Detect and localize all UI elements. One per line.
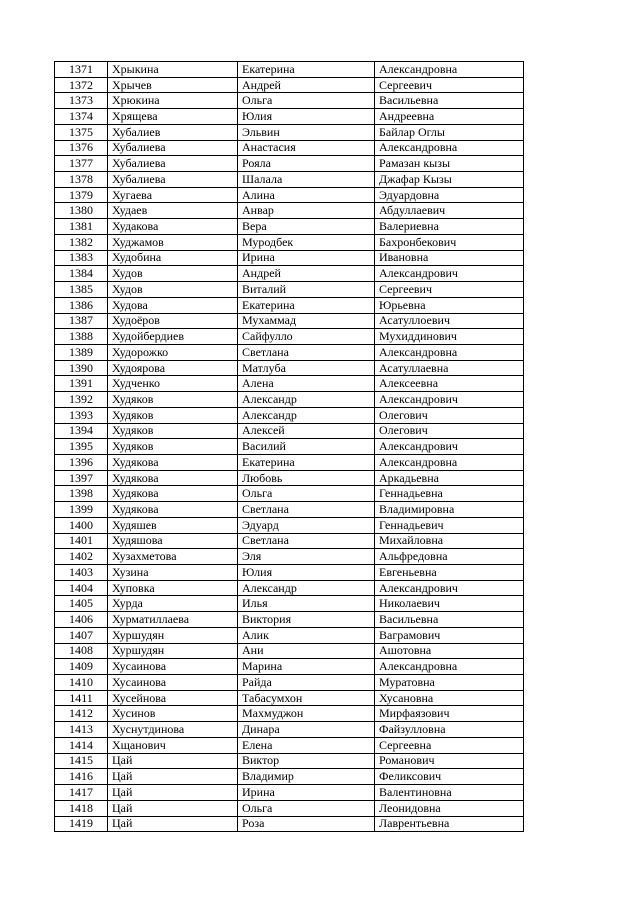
- table-row: [55, 392, 524, 408]
- last-name-cell: Цай: [108, 769, 238, 785]
- table-row: [55, 737, 524, 753]
- patronymic-cell: Юрьевна: [375, 297, 524, 313]
- row-number-cell: 1391: [55, 376, 108, 392]
- patronymic-cell: Мирфаязович: [375, 706, 524, 722]
- row-number-cell: 1374: [55, 109, 108, 125]
- row-number-cell: 1411: [55, 690, 108, 706]
- first-name-cell: Елена: [238, 737, 375, 753]
- last-name-cell: Хугаева: [108, 187, 238, 203]
- patronymic-cell: Эдуардовна: [375, 187, 524, 203]
- row-number-cell: 1406: [55, 612, 108, 628]
- table-row: [55, 439, 524, 455]
- last-name-cell: Худойбердиев: [108, 329, 238, 345]
- table-row: [55, 470, 524, 486]
- first-name-cell: Алик: [238, 627, 375, 643]
- first-name-cell: Рояла: [238, 156, 375, 172]
- patronymic-cell: Феликсович: [375, 769, 524, 785]
- first-name-cell: Алена: [238, 376, 375, 392]
- table-row: [55, 93, 524, 109]
- table-row: [55, 234, 524, 250]
- first-name-cell: Сайфулло: [238, 329, 375, 345]
- first-name-cell: Светлана: [238, 344, 375, 360]
- patronymic-cell: Николаевич: [375, 596, 524, 612]
- patronymic-cell: Байлар Оглы: [375, 124, 524, 140]
- table-row: [55, 517, 524, 533]
- last-name-cell: Цай: [108, 753, 238, 769]
- row-number-cell: 1400: [55, 517, 108, 533]
- row-number-cell: 1398: [55, 486, 108, 502]
- patronymic-cell: Валериевна: [375, 219, 524, 235]
- patronymic-cell: Васильевна: [375, 93, 524, 109]
- last-name-cell: Хуршудян: [108, 643, 238, 659]
- row-number-cell: 1407: [55, 627, 108, 643]
- patronymic-cell: Андреевна: [375, 109, 524, 125]
- first-name-cell: Светлана: [238, 502, 375, 518]
- last-name-cell: Худаев: [108, 203, 238, 219]
- table-row: [55, 156, 524, 172]
- patronymic-cell: Александровна: [375, 454, 524, 470]
- patronymic-cell: Александровна: [375, 62, 524, 78]
- last-name-cell: Хурда: [108, 596, 238, 612]
- roster-table: [54, 61, 524, 832]
- last-name-cell: Худяков: [108, 423, 238, 439]
- patronymic-cell: Александровна: [375, 659, 524, 675]
- table-row: [55, 753, 524, 769]
- last-name-cell: Хуршудян: [108, 627, 238, 643]
- row-number-cell: 1415: [55, 753, 108, 769]
- table-row: [55, 124, 524, 140]
- row-number-cell: 1377: [55, 156, 108, 172]
- row-number-cell: 1401: [55, 533, 108, 549]
- table-row: [55, 376, 524, 392]
- table-row: [55, 423, 524, 439]
- row-number-cell: 1393: [55, 407, 108, 423]
- first-name-cell: Александр: [238, 407, 375, 423]
- row-number-cell: 1396: [55, 454, 108, 470]
- first-name-cell: Юлия: [238, 109, 375, 125]
- last-name-cell: Хусейнова: [108, 690, 238, 706]
- row-number-cell: 1403: [55, 565, 108, 581]
- last-name-cell: Худякова: [108, 502, 238, 518]
- first-name-cell: Андрей: [238, 266, 375, 282]
- row-number-cell: 1399: [55, 502, 108, 518]
- table-row: [55, 612, 524, 628]
- first-name-cell: Владимир: [238, 769, 375, 785]
- table-row: [55, 675, 524, 691]
- first-name-cell: Райда: [238, 675, 375, 691]
- row-number-cell: 1390: [55, 360, 108, 376]
- first-name-cell: Виктория: [238, 612, 375, 628]
- patronymic-cell: Джафар Кызы: [375, 172, 524, 188]
- table-row: [55, 250, 524, 266]
- row-number-cell: 1386: [55, 297, 108, 313]
- row-number-cell: 1389: [55, 344, 108, 360]
- table-row: [55, 407, 524, 423]
- patronymic-cell: Васильевна: [375, 612, 524, 628]
- last-name-cell: Хузахметова: [108, 549, 238, 565]
- last-name-cell: Худоярова: [108, 360, 238, 376]
- last-name-cell: Цай: [108, 800, 238, 816]
- table-row: [55, 203, 524, 219]
- last-name-cell: Худяков: [108, 407, 238, 423]
- row-number-cell: 1413: [55, 722, 108, 738]
- row-number-cell: 1388: [55, 329, 108, 345]
- table-row: [55, 643, 524, 659]
- roster-body: [55, 62, 524, 832]
- row-number-cell: 1408: [55, 643, 108, 659]
- table-row: [55, 769, 524, 785]
- patronymic-cell: Абдуллаевич: [375, 203, 524, 219]
- table-row: [55, 344, 524, 360]
- first-name-cell: Ольга: [238, 93, 375, 109]
- patronymic-cell: Олегович: [375, 407, 524, 423]
- last-name-cell: Хуснутдинова: [108, 722, 238, 738]
- last-name-cell: Худжамов: [108, 234, 238, 250]
- row-number-cell: 1414: [55, 737, 108, 753]
- table-row: [55, 282, 524, 298]
- row-number-cell: 1373: [55, 93, 108, 109]
- patronymic-cell: Александровна: [375, 344, 524, 360]
- patronymic-cell: Лаврентьевна: [375, 816, 524, 832]
- row-number-cell: 1404: [55, 580, 108, 596]
- table-row: [55, 659, 524, 675]
- row-number-cell: 1416: [55, 769, 108, 785]
- patronymic-cell: Асатуллаевна: [375, 360, 524, 376]
- table-row: [55, 313, 524, 329]
- last-name-cell: Худакова: [108, 219, 238, 235]
- patronymic-cell: Михайловна: [375, 533, 524, 549]
- table-row: [55, 219, 524, 235]
- last-name-cell: Худорожко: [108, 344, 238, 360]
- table-row: [55, 800, 524, 816]
- table-row: [55, 486, 524, 502]
- first-name-cell: Ирина: [238, 785, 375, 801]
- patronymic-cell: Сергеевич: [375, 77, 524, 93]
- patronymic-cell: Аркадьевна: [375, 470, 524, 486]
- row-number-cell: 1375: [55, 124, 108, 140]
- first-name-cell: Ани: [238, 643, 375, 659]
- patronymic-cell: Евгеньевна: [375, 565, 524, 581]
- patronymic-cell: Ашотовна: [375, 643, 524, 659]
- first-name-cell: Эльвин: [238, 124, 375, 140]
- patronymic-cell: Валентиновна: [375, 785, 524, 801]
- patronymic-cell: Ваграмович: [375, 627, 524, 643]
- patronymic-cell: Александрович: [375, 580, 524, 596]
- first-name-cell: Динара: [238, 722, 375, 738]
- row-number-cell: 1409: [55, 659, 108, 675]
- table-row: [55, 596, 524, 612]
- table-row: [55, 627, 524, 643]
- last-name-cell: Цай: [108, 785, 238, 801]
- patronymic-cell: Асатуллоевич: [375, 313, 524, 329]
- patronymic-cell: Сергеевна: [375, 737, 524, 753]
- first-name-cell: Вера: [238, 219, 375, 235]
- row-number-cell: 1385: [55, 282, 108, 298]
- row-number-cell: 1372: [55, 77, 108, 93]
- patronymic-cell: Олегович: [375, 423, 524, 439]
- table-row: [55, 140, 524, 156]
- table-row: [55, 77, 524, 93]
- row-number-cell: 1394: [55, 423, 108, 439]
- patronymic-cell: Мухиддинович: [375, 329, 524, 345]
- table-row: [55, 722, 524, 738]
- first-name-cell: Екатерина: [238, 454, 375, 470]
- first-name-cell: Ирина: [238, 250, 375, 266]
- table-row: [55, 580, 524, 596]
- row-number-cell: 1419: [55, 816, 108, 832]
- first-name-cell: Роза: [238, 816, 375, 832]
- row-number-cell: 1392: [55, 392, 108, 408]
- first-name-cell: Александр: [238, 580, 375, 596]
- patronymic-cell: Альфредовна: [375, 549, 524, 565]
- last-name-cell: Худякова: [108, 470, 238, 486]
- first-name-cell: Любовь: [238, 470, 375, 486]
- first-name-cell: Виктор: [238, 753, 375, 769]
- last-name-cell: Худобина: [108, 250, 238, 266]
- last-name-cell: Хузина: [108, 565, 238, 581]
- table-row: [55, 502, 524, 518]
- table-row: [55, 266, 524, 282]
- first-name-cell: Андрей: [238, 77, 375, 93]
- table-row: [55, 706, 524, 722]
- row-number-cell: 1402: [55, 549, 108, 565]
- last-name-cell: Худякова: [108, 486, 238, 502]
- first-name-cell: Мухаммад: [238, 313, 375, 329]
- row-number-cell: 1371: [55, 62, 108, 78]
- patronymic-cell: Алексеевна: [375, 376, 524, 392]
- first-name-cell: Василий: [238, 439, 375, 455]
- last-name-cell: Худов: [108, 282, 238, 298]
- patronymic-cell: Александрович: [375, 392, 524, 408]
- last-name-cell: Цай: [108, 816, 238, 832]
- last-name-cell: Хщанович: [108, 737, 238, 753]
- first-name-cell: Александр: [238, 392, 375, 408]
- patronymic-cell: Александрович: [375, 266, 524, 282]
- first-name-cell: Юлия: [238, 565, 375, 581]
- first-name-cell: Ольга: [238, 800, 375, 816]
- patronymic-cell: Рамазан кызы: [375, 156, 524, 172]
- row-number-cell: 1412: [55, 706, 108, 722]
- table-row: [55, 785, 524, 801]
- row-number-cell: 1418: [55, 800, 108, 816]
- first-name-cell: Муродбек: [238, 234, 375, 250]
- row-number-cell: 1405: [55, 596, 108, 612]
- last-name-cell: Худяков: [108, 392, 238, 408]
- patronymic-cell: Ивановна: [375, 250, 524, 266]
- row-number-cell: 1381: [55, 219, 108, 235]
- row-number-cell: 1379: [55, 187, 108, 203]
- first-name-cell: Виталий: [238, 282, 375, 298]
- first-name-cell: Эдуард: [238, 517, 375, 533]
- table-row: [55, 360, 524, 376]
- row-number-cell: 1387: [55, 313, 108, 329]
- first-name-cell: Светлана: [238, 533, 375, 549]
- table-row: [55, 172, 524, 188]
- row-number-cell: 1417: [55, 785, 108, 801]
- last-name-cell: Хрюкина: [108, 93, 238, 109]
- row-number-cell: 1384: [55, 266, 108, 282]
- first-name-cell: Алексей: [238, 423, 375, 439]
- last-name-cell: Худякова: [108, 454, 238, 470]
- table-row: [55, 187, 524, 203]
- last-name-cell: Хусаинова: [108, 659, 238, 675]
- patronymic-cell: Геннадьевич: [375, 517, 524, 533]
- last-name-cell: Хубалиев: [108, 124, 238, 140]
- first-name-cell: Махмуджон: [238, 706, 375, 722]
- row-number-cell: 1378: [55, 172, 108, 188]
- patronymic-cell: Сергеевич: [375, 282, 524, 298]
- table-row: [55, 109, 524, 125]
- table-row: [55, 690, 524, 706]
- patronymic-cell: Леонидовна: [375, 800, 524, 816]
- last-name-cell: Хубалиева: [108, 172, 238, 188]
- table-row: [55, 62, 524, 78]
- first-name-cell: Эля: [238, 549, 375, 565]
- table-row: [55, 329, 524, 345]
- patronymic-cell: Хусановна: [375, 690, 524, 706]
- row-number-cell: 1380: [55, 203, 108, 219]
- table-row: [55, 549, 524, 565]
- table-row: [55, 454, 524, 470]
- last-name-cell: Худченко: [108, 376, 238, 392]
- last-name-cell: Хрычев: [108, 77, 238, 93]
- first-name-cell: Ольга: [238, 486, 375, 502]
- last-name-cell: Худов: [108, 266, 238, 282]
- last-name-cell: Хурматиллаева: [108, 612, 238, 628]
- first-name-cell: Алина: [238, 187, 375, 203]
- last-name-cell: Худяшова: [108, 533, 238, 549]
- row-number-cell: 1376: [55, 140, 108, 156]
- first-name-cell: Анастасия: [238, 140, 375, 156]
- patronymic-cell: Александрович: [375, 439, 524, 455]
- last-name-cell: Худоёров: [108, 313, 238, 329]
- row-number-cell: 1397: [55, 470, 108, 486]
- first-name-cell: Анвар: [238, 203, 375, 219]
- patronymic-cell: Файзулловна: [375, 722, 524, 738]
- table-row: [55, 297, 524, 313]
- last-name-cell: Хрыкина: [108, 62, 238, 78]
- first-name-cell: Табасумхон: [238, 690, 375, 706]
- patronymic-cell: Романович: [375, 753, 524, 769]
- last-name-cell: Хуповка: [108, 580, 238, 596]
- row-number-cell: 1410: [55, 675, 108, 691]
- first-name-cell: Илья: [238, 596, 375, 612]
- row-number-cell: 1395: [55, 439, 108, 455]
- last-name-cell: Хубалиева: [108, 156, 238, 172]
- first-name-cell: Екатерина: [238, 297, 375, 313]
- row-number-cell: 1382: [55, 234, 108, 250]
- first-name-cell: Шалала: [238, 172, 375, 188]
- first-name-cell: Марина: [238, 659, 375, 675]
- table-row: [55, 565, 524, 581]
- patronymic-cell: Александровна: [375, 140, 524, 156]
- patronymic-cell: Муратовна: [375, 675, 524, 691]
- row-number-cell: 1383: [55, 250, 108, 266]
- last-name-cell: Худяшев: [108, 517, 238, 533]
- first-name-cell: Екатерина: [238, 62, 375, 78]
- patronymic-cell: Бахронбекович: [375, 234, 524, 250]
- last-name-cell: Хубалиева: [108, 140, 238, 156]
- table-row: [55, 816, 524, 832]
- last-name-cell: Хусинов: [108, 706, 238, 722]
- patronymic-cell: Геннадьевна: [375, 486, 524, 502]
- last-name-cell: Хусаинова: [108, 675, 238, 691]
- last-name-cell: Худяков: [108, 439, 238, 455]
- last-name-cell: Хрящева: [108, 109, 238, 125]
- last-name-cell: Худова: [108, 297, 238, 313]
- patronymic-cell: Владимировна: [375, 502, 524, 518]
- first-name-cell: Матлуба: [238, 360, 375, 376]
- table-row: [55, 533, 524, 549]
